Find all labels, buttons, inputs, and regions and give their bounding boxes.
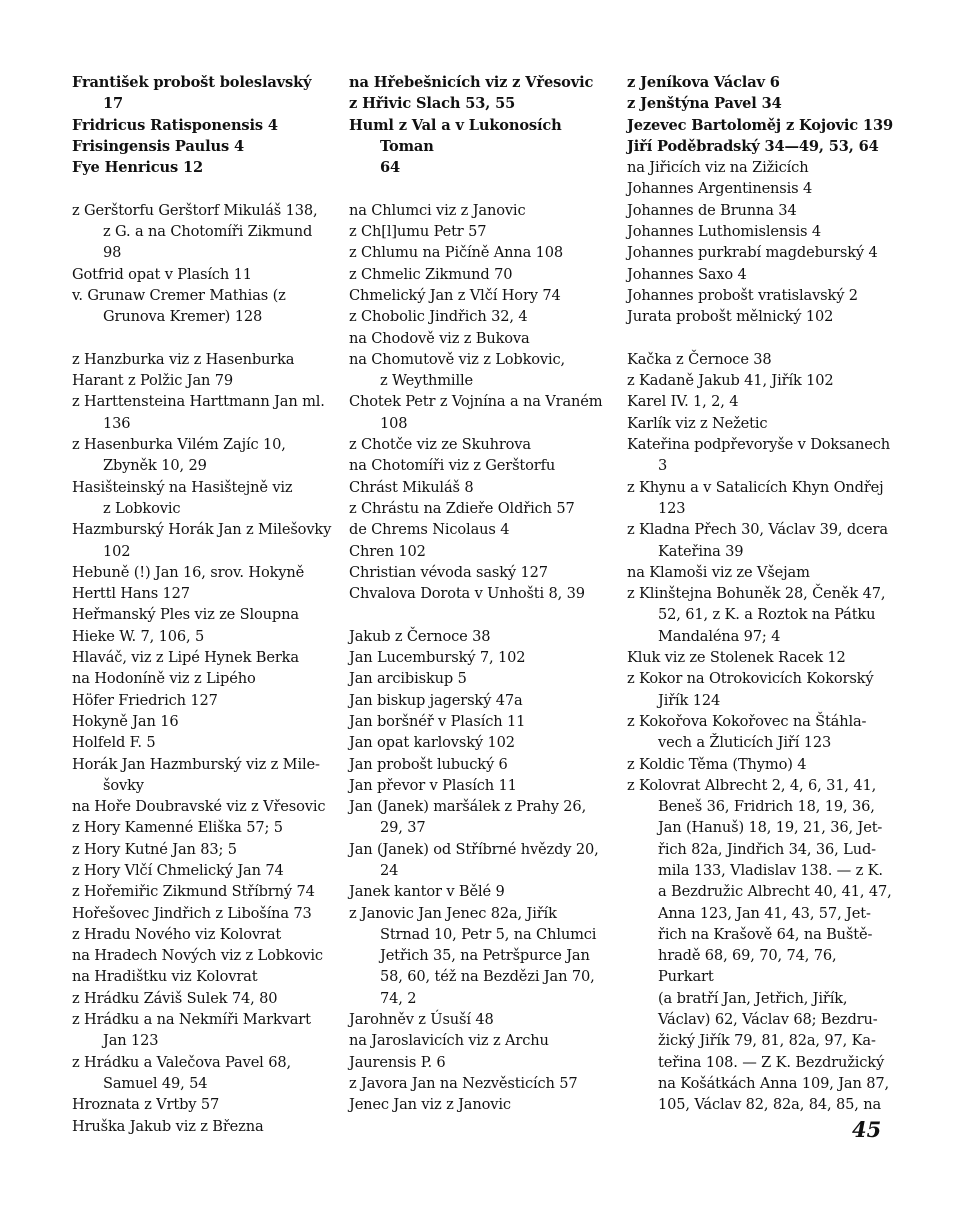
index-entry: Chrást Mikuláš 8 — [349, 478, 474, 496]
index-entry: Johannes Saxo 4 — [627, 265, 747, 283]
index-entry: z Hořemiřic Zikmund Stříbrný 74 — [72, 883, 315, 901]
index-entry: z Hory Kamenné Eliška 57; 5 — [72, 819, 283, 837]
index-entry: v. Grunaw Cremer Mathias (z Grunova Kremer) 128 — [72, 286, 286, 326]
index-entry: Fridricus Ratisponensis 4 — [72, 116, 278, 134]
index-entry: z Chmelic Zikmund 70 — [349, 265, 513, 283]
index-entry: Karel IV. 1, 2, 4 — [627, 393, 739, 411]
index-entry: Holfeld F. 5 — [72, 734, 156, 752]
index-entry: Chren 102 — [349, 542, 426, 560]
index-entry: z Jenštýna Pavel 34 — [627, 95, 782, 113]
index-entry: Kateřina podpřevoryše v Doksanech 3 — [627, 436, 890, 475]
index-entry: z Javora Jan na Nezvěsticích 57 — [349, 1074, 578, 1092]
index-entry: Hazmburský Horák Jan z Milešovky 102 — [72, 521, 332, 560]
index-entry: na Hoře Doubravské viz z Vřesovic — [72, 798, 326, 816]
index-entry: Jan boršnéř v Plasích 11 — [349, 712, 526, 730]
index-entry: Höfer Friedrich 127 — [72, 691, 218, 709]
index-entry: z Chrástu na Zdieře Oldřich 57 — [349, 499, 575, 517]
index-entry: na Chlumci viz z Janovic — [349, 201, 526, 219]
index-entry: na Chodově viz z Bukova — [349, 329, 530, 347]
index-entry: Jurata probošt mělnický 102 — [627, 308, 834, 326]
index-entry: Hlaváč, viz z Lipé Hynek Berka — [72, 649, 299, 667]
index-entry: z Klinštejna Bohuněk 28, Čeněk 47, 52, 61, z K. a Roztok na Pátku Mandaléna 97; 4 — [627, 585, 886, 645]
index-entry: Gotfrid opat v Plasích 11 — [72, 265, 252, 283]
index-entry: Heřmanský Ples viz ze Sloupna — [72, 606, 299, 624]
index-entry: Jan opat karlovský 102 — [349, 734, 515, 752]
index-entry: Frisingensis Paulus 4 — [72, 137, 244, 155]
index-entry: Janek kantor v Bělé 9 — [349, 883, 505, 901]
index-entry: z Kokor na Otrokovicích Kokorský Jiřík 124 — [627, 670, 874, 709]
index-entry: z Kladna Přech 30, Václav 39, dcera Kateřina 39 — [627, 521, 888, 560]
index-entry: Jan (Janek) od Stříbrné hvězdy 20, 24 — [349, 840, 599, 879]
index-entry: z Hory Kutné Jan 83; 5 — [72, 840, 237, 858]
index-entry: Herttl Hans 127 — [72, 585, 190, 603]
index-entry: z Hasenburka Vilém Zajíc 10, Zbyněk 10, 29 — [72, 436, 286, 475]
index-entry: Jan biskup jagerský 47a — [349, 691, 523, 709]
index-entry: Johannes de Brunna 34 — [627, 201, 797, 219]
index-entry: Chotek Petr z Vojnína a na Vraném 108 — [349, 393, 603, 432]
index-entry: Jan (Janek) maršálek z Prahy 26, 29, 37 — [349, 798, 587, 837]
index-entry: Jan arcibiskup 5 — [349, 670, 467, 688]
index-entry: Kluk viz ze Stolenek Racek 12 — [627, 649, 846, 667]
index-entry: Huml z Val a v Lukonosích Toman 64 — [349, 116, 562, 177]
index-entry: Fye Henricus 12 — [72, 159, 203, 177]
index-entry: Hebuně (!) Jan 16, srov. Hokyně — [72, 563, 305, 581]
index-entry: na Chotomíři viz z Gerštorfu — [349, 457, 556, 475]
index-entry: z Gerštorfu Gerštorf Mikuláš 138, z G. a na Chotomíři Zikmund 98 — [72, 201, 318, 262]
index-entry: Chvalova Dorota v Unhošti 8, 39 — [349, 585, 585, 603]
index-entry: de Chrems Nicolaus 4 — [349, 521, 510, 539]
index-entry: Harant z Polžic Jan 79 — [72, 372, 234, 390]
index-column-3 — [627, 72, 893, 1116]
index-column-1 — [72, 72, 334, 1137]
index-entry: z Chlumu na Pičíně Anna 108 — [349, 244, 564, 262]
index-entry: z Chotče viz ze Skuhrova — [349, 436, 531, 454]
index-entry: Jan probošt lubucký 6 — [349, 755, 508, 773]
index-entry: na Hradištku viz Kolovrat — [72, 968, 258, 986]
index-entry: Kačka z Černoce 38 — [627, 350, 772, 368]
index-entry: Jezevec Bartoloměj z Kojovic 139 — [627, 116, 893, 134]
index-entry: Jan Lucemburský 7, 102 — [349, 649, 526, 667]
index-entry: Hasišteinský na Hasištejně viz z Lobkovic — [72, 478, 293, 517]
index-entry: Christian vévoda saský 127 — [349, 563, 548, 581]
index-entry: Jiří Poděbradský 34—49, 53, 64 — [627, 137, 879, 155]
index-entry: z Hanzburka viz z Hasenburka — [72, 350, 295, 368]
index-entry: Horák Jan Hazmburský viz z Mile- šovky — [72, 755, 320, 794]
index-entry: z Khynu a v Satalicích Khyn Ondřej 123 — [627, 478, 884, 517]
index-entry: Jenec Jan viz z Janovic — [349, 1096, 511, 1114]
index-entry: František probošt boleslavský 17 — [72, 74, 312, 113]
index-entry: z Hrádku a na Nekmíři Markvart Jan 123 — [72, 1011, 311, 1050]
index-entry: na Hřebešnicích viz z Vřesovic — [349, 74, 594, 91]
index-entry: Karlík viz z Nežetic — [627, 414, 768, 432]
index-entry: Hořešovec Jindřich z Libošína 73 — [72, 904, 312, 922]
index-entry: Hieke W. 7, 106, 5 — [72, 627, 205, 645]
index-entry: Chmelický Jan z Vlčí Hory 74 — [349, 286, 561, 304]
index-entry: z Hory Vlčí Chmelický Jan 74 — [72, 861, 284, 879]
index-entry: Jarohněv z Úsuší 48 — [349, 1011, 494, 1029]
index-entry: z Koldic Těma (Thymo) 4 — [627, 755, 807, 773]
index-entry: na Jaroslavicích viz z Archu — [349, 1032, 549, 1050]
index-entry: z Hradu Nového viz Kolovrat — [72, 925, 282, 943]
index-entry: Johannes purkrabí magdeburský 4 — [627, 244, 878, 262]
index-entry: z Hrádku a Valečova Pavel 68, Samuel 49, 54 — [72, 1053, 291, 1092]
index-entry: z Harttensteina Harttmann Jan ml. 136 — [72, 393, 325, 432]
index-entry: na Jiřicích viz na Zižicích — [627, 159, 809, 177]
index-entry: z Chobolic Jindřich 32, 4 — [349, 308, 528, 326]
index-entry: Hroznata z Vrtby 57 — [72, 1096, 220, 1114]
page-number: 45 — [852, 1117, 882, 1142]
index-entry: z Janovic Jan Jenec 82a, Jiřík Strnad 10, Petr 5, na Chlumci Jetřich 35, na Petršpurce Jan 58, 60, též na Bezdězi Jan 70, 74, 2 — [349, 904, 597, 1007]
index-entry: na Klamoši viz ze Všejam — [627, 563, 810, 581]
index-entry: Jan převor v Plasích 11 — [349, 776, 517, 794]
index-entry: Hruška Jakub viz z Března — [72, 1117, 264, 1135]
index-entry: z Kolovrat Albrecht 2, 4, 6, 31, 41, Beneš 36, Fridrich 18, 19, 36, Jan (Hanuš) 18, 19, 21, 36, Jet- řich 82a, Jindřich 34, 36, Lud- mila 133, Vladislav 138. — z K. a Bezdružic Albrecht 40, 41, 47, Anna 123, Jan 41, 43, 57, Jet- řich na Krašově 64, na Buště- hradě 68, 69, 70, 74, 76, Purkart (a bratří Jan, Jetřich, Jiřík, Václav) 62, Václav 68; Bezdru- žický Jiřík 79, 81, 82a, 97, Ka- teřina 108. — Z K. Bezdružický na Košátkách Anna 109, Jan 87, 105, Václav 82, 82a, 84, 85, na — [627, 776, 892, 1114]
index-entry: z Hrádku Záviš Sulek 74, 80 — [72, 989, 278, 1007]
index-column-2 — [349, 72, 611, 1116]
index-entry: Jaurensis P. 6 — [349, 1053, 446, 1071]
index-entry: na Hodoníně viz z Lipého — [72, 670, 256, 688]
index-entry: na Chomutově viz z Lobkovic, z Weythmille — [349, 350, 566, 390]
index-entry: z Jeníkova Václav 6 — [627, 74, 780, 91]
index-entry: z Ch[l]umu Petr 57 — [349, 223, 487, 241]
index-entry: z Kokořova Kokořovec na Štáhla- vech a Žluticích Jiří 123 — [627, 712, 867, 752]
index-entry: na Hradech Nových viz z Lobkovic — [72, 947, 323, 965]
index-entry: z Hřivic Slach 53, 55 — [349, 95, 516, 113]
index-entry: Johannes Argentinensis 4 — [627, 180, 813, 198]
index-entry: Johannes probošt vratislavský 2 — [627, 286, 858, 304]
index-entry: Hokyně Jan 16 — [72, 712, 179, 730]
index-entry: Johannes Luthomislensis 4 — [627, 223, 821, 241]
index-entry: z Kadaně Jakub 41, Jiřík 102 — [627, 372, 834, 390]
index-entry: Jakub z Černoce 38 — [349, 627, 491, 645]
